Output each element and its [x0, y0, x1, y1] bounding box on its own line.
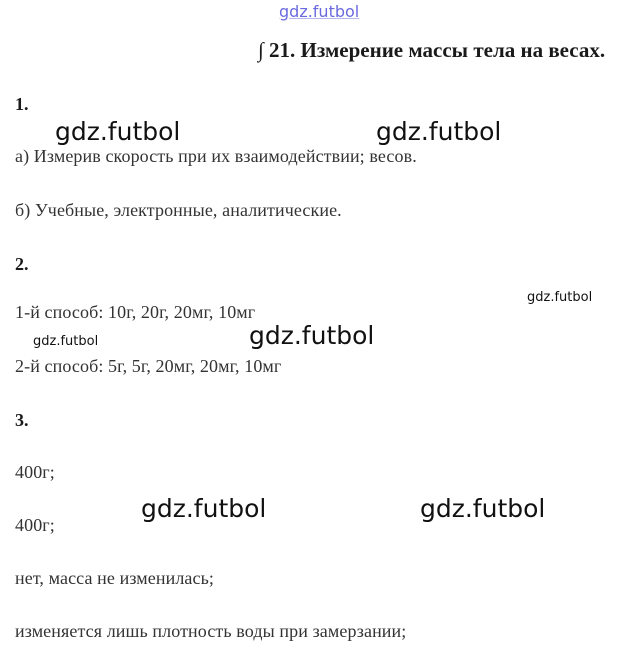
watermark: gdz.futbol	[527, 290, 593, 305]
answer-1b: б) Учебные, электронные, аналитические.	[15, 200, 342, 220]
section-1-number: 1.	[15, 94, 29, 114]
answer-3-line-3: нет, масса не изменилась;	[15, 568, 215, 588]
answer-2-method-2: 2-й способ: 5г, 5г, 20мг, 20мг, 10мг	[15, 356, 282, 376]
answer-3-line-4: изменяется лишь плотность воды при замерзании;	[15, 621, 407, 641]
section-2-number: 2.	[15, 254, 29, 274]
answer-3-line-1: 400г;	[15, 462, 55, 482]
watermark: gdz.futbol	[420, 494, 546, 523]
watermark: gdz.futbol	[376, 117, 502, 146]
section-3-number: 3.	[15, 410, 29, 430]
watermark: gdz.futbol	[141, 494, 267, 523]
answer-1a: а) Измерив скорость при их взаимодействии; весов.	[15, 146, 417, 166]
answer-3-line-2: 400г;	[15, 515, 55, 535]
watermark: gdz.futbol	[55, 117, 181, 146]
answer-2-method-1: 1-й способ: 10г, 20г, 20мг, 10мг	[15, 302, 256, 322]
page-title: ∫ 21. Измерение массы тела на весах.	[258, 38, 606, 62]
watermark: gdz.futbol	[33, 334, 99, 349]
watermark: gdz.futbol	[249, 321, 375, 350]
watermark-top-link[interactable]: gdz.futbol	[279, 2, 360, 21]
